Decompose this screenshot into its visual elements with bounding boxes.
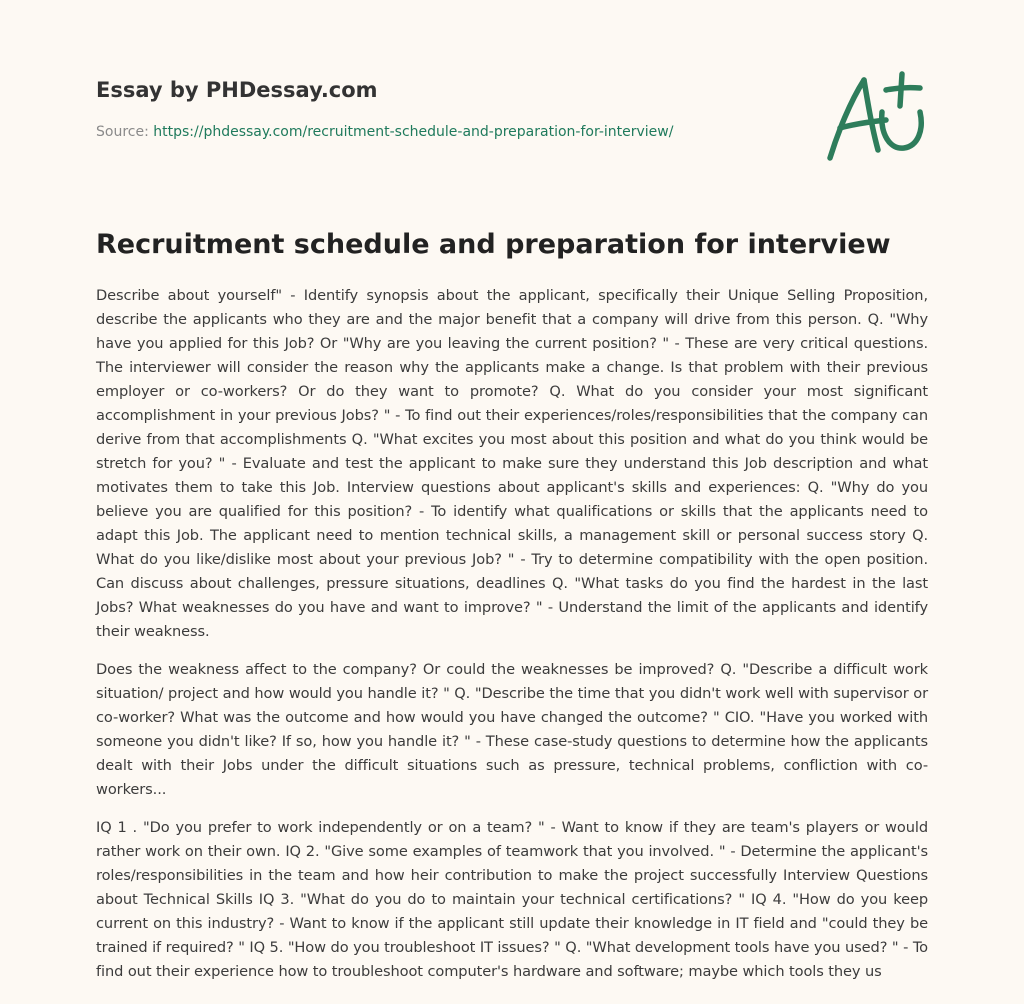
site-title: Essay by PHDessay.com (96, 78, 378, 102)
page-header (96, 76, 796, 142)
paragraph: Does the weakness affect to the company? Or could the weaknesses be improved? Q. "Describe a difficult work situation/ project and how would you handle it? " Q. "Describe the time that you didn't work well with supervisor or co-worker? What was the outcome and how would you have changed the outcome? " CIO. "Have you worked with someone you didn't like? If so, how you handle it? " - These case-study questions to determine how the applicants dealt with their Jobs under the difficult situations such as pressure, technical problems, confliction with co-workers... (96, 661, 928, 798)
article-body (96, 284, 928, 998)
source-link[interactable]: https://phdessay.com/recruitment-schedule-and-preparation-for-interview/ (153, 124, 674, 140)
source-label: Source: (96, 124, 154, 140)
paragraph: IQ 1 . "Do you prefer to work independently or on a team? " - Want to know if they are team's players or would rather work on their own. IQ 2. "Give some examples of teamwork that you involved. " - Determine the applicant's roles/responsibilities in the team and how heir contribution to make the project successfully Interview Questions about Technical Skills IQ 3. "What do you do to maintain your technical certifications? " IQ 4. "How do you keep current on this industry? - Want to know if the applicant still update their knowledge in IT field and "could they be trained if required? " IQ 5. "How do you troubleshoot IT issues? " Q. "What development tools have you used? " - To find out their experience how to troubleshoot computer's hardware and software; maybe which tools they us (96, 819, 928, 980)
a-plus-grade-icon (820, 66, 928, 166)
paragraph: Describe about yourself" - Identify synopsis about the applicant, specifically their Unique Selling Proposition, describe the applicants who they are and the major benefit that a company will drive from this person. Q. "Why have you applied for this Job? Or "Why are you leaving the current position? " - These are very critical questions. The interviewer will consider the reason why the applicants make a change. Is that problem with their previous employer or co-workers? Or do they want to promote? Q. What do you consider your most significant accomplishment in your previous Jobs? " - To find out their experiences/roles/responsibilities that the company can derive from that accomplishments Q. "What excites you most about this position and what do you think would be stretch for you? " - Evaluate and test the applicant to make sure they understand this Job description and what motivates them to take this Job. Interview questions about applicant's skills and experiences: Q. "Why do you believe you are qualified for this position? - To identify what qualifications or skills that the applicants need to adapt this Job. The applicant need to mention technical skills, a management skill or personal success story Q. What do you like/dislike most about your previous Job? " - Try to determine compatibility with the open position. Can discuss about challenges, pressure situations, deadlines Q. "What tasks do you find the hardest in the last Jobs? What weaknesses do you have and want to improve? " - Understand the limit of the applicants and identify their weakness. (96, 287, 928, 640)
source-line (96, 122, 796, 142)
article-title: Recruitment schedule and preparation for interview (96, 229, 891, 260)
